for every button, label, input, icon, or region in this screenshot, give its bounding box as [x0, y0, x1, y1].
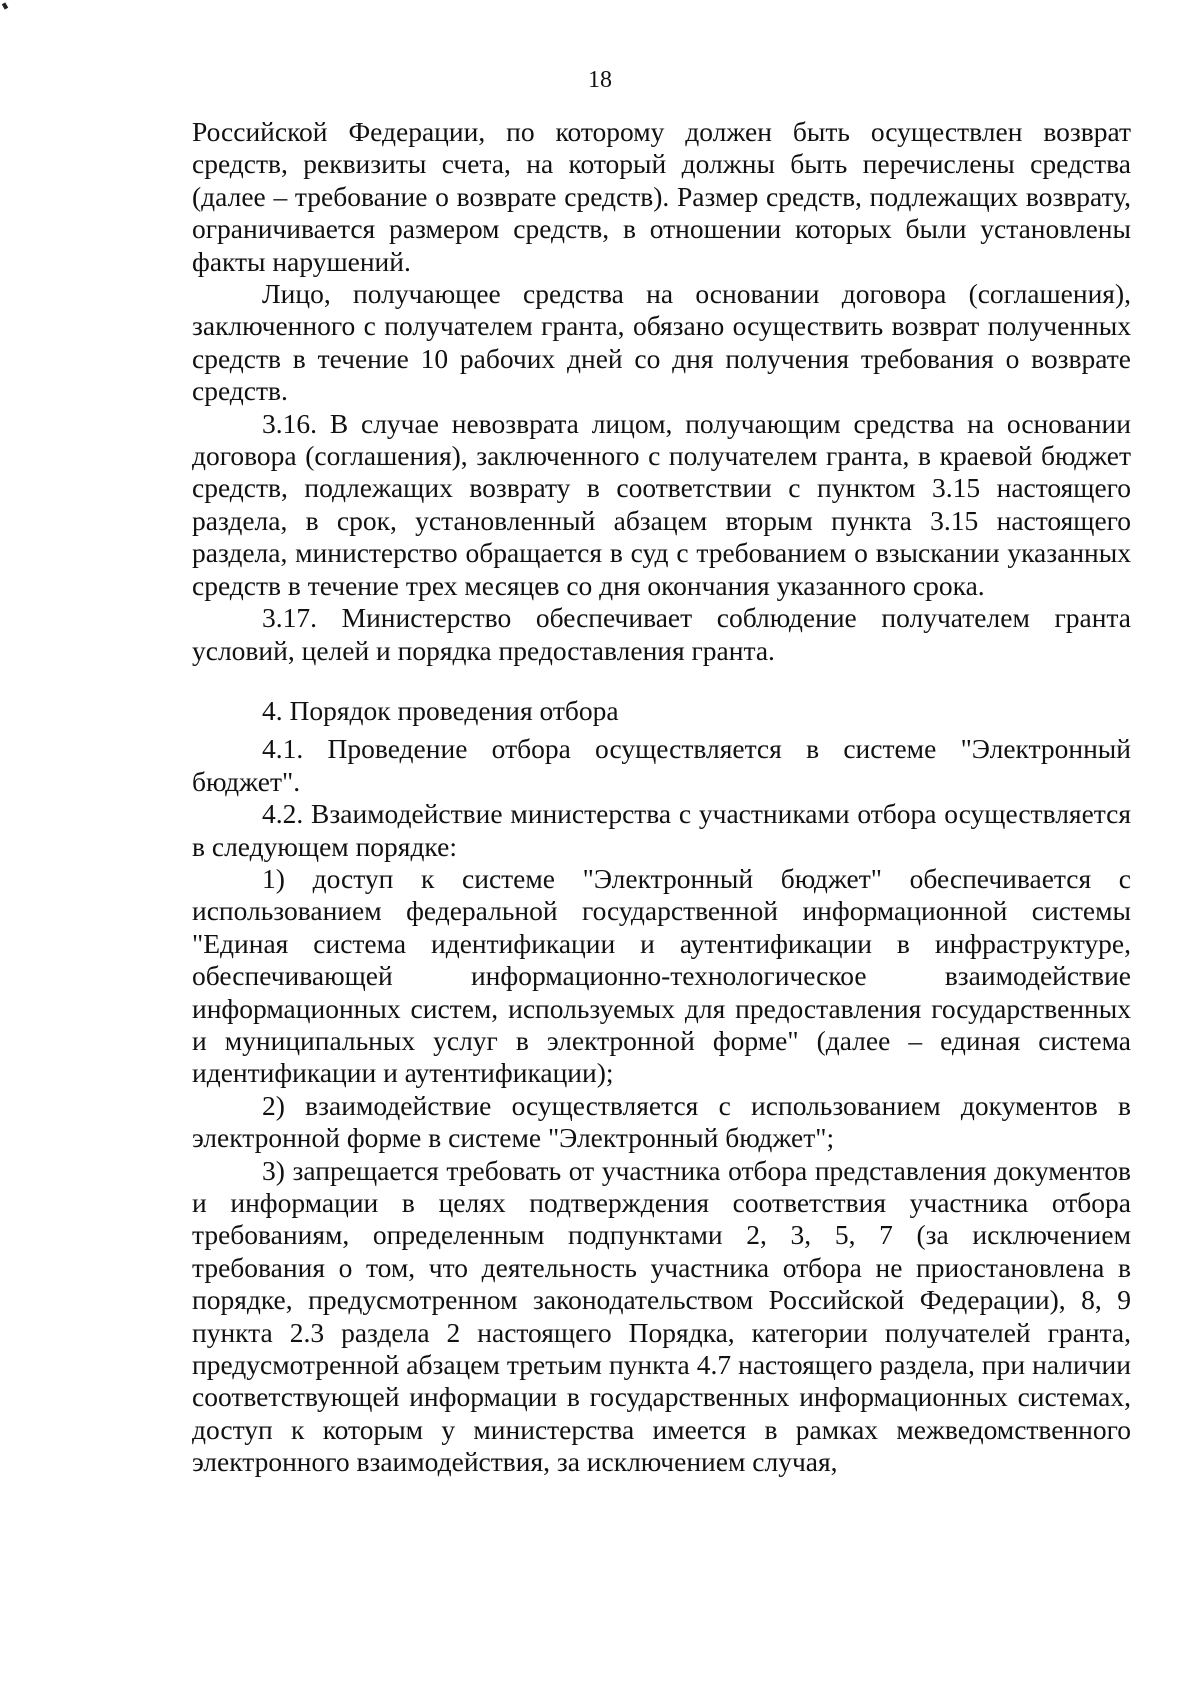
paragraph-return-obligation: Лицо, получающее средства на основании договора (соглашения), заключенного с получателем гранта, обязано осуществить возврат полученных средств в течение 10 рабочих дней со дня получения требования о возврате средств. — [192, 278, 1131, 407]
scan-artifact — [2, 2, 8, 9]
list-item-2: 2) взаимодействие осуществляется с использованием документов в электронной форме в системе "Электронный бюджет"; — [192, 1089, 1131, 1154]
paragraph-continuation: Российской Федерации, по которому должен быть осуществлен возврат средств, реквизиты счета, на который должны быть перечислены средства (далее – требование о возврате средств). Размер средств, подлежащих возврату, ограничивается размером средств, в отношении которых были установлены факты нарушений. — [192, 116, 1131, 277]
document-body — [192, 116, 1131, 1479]
list-item-1: 1) доступ к системе "Электронный бюджет" обеспечивается с использованием федеральной государственной информационной системы "Единая система идентификации и аутентификации в инфраструктуре, обеспечивающей информационно-технологическое взаимодействие информационных систем, используемых для предоставления государственных и муниципальных услуг в электронной форме" (далее – единая система идентификации и аутентификации); — [192, 862, 1131, 1089]
paragraph-3-17: 3.17. Министерство обеспечивает соблюдение получателем гранта условий, целей и порядка предоставления гранта. — [192, 602, 1131, 666]
section-heading: 4. Порядок проведения отбора — [262, 694, 619, 726]
page-number: 18 — [588, 67, 612, 93]
paragraph-3-16: 3.16. В случае невозврата лицом, получающим средства на основании договора (соглашения), заключенного с получателем гранта, в краевой бюджет средств, подлежащих возврату в соответствии с пунктом 3.15 настоящего раздела, в срок, установленный абзацем вторым пункта 3.15 настоящего раздела, министерство обращается в суд с требованием о взыскании указанных средств в течение трех месяцев со дня окончания указанного срока. — [192, 407, 1131, 601]
paragraph-4-1: 4.1. Проведение отбора осуществляется в системе "Электронный бюджет". — [192, 733, 1131, 797]
paragraph-4-2: 4.2. Взаимодействие министерства с участниками отбора осуществляется в следующем порядке: — [192, 798, 1131, 862]
list-item-3: 3) запрещается требовать от участника отбора представления документов и информации в целях подтверждения соответствия участника отбора требованиям, определенным подпунктами 2, 3, 5, 7 (за исключением требования о том, что деятельность участника отбора не приостановлена в порядке, предусмотренном законодательством Российской Федерации), 8, 9 пункта 2.3 раздела 2 настоящего Порядка, категории получателей гранта, предусмотренной абзацем третьим пункта 4.7 настоящего раздела, при наличии соответствующей информации в государственных информационных системах, доступ к которым у министерства имеется в рамках межведомственного электронного взаимодействия, за исключением случая, — [192, 1154, 1131, 1478]
